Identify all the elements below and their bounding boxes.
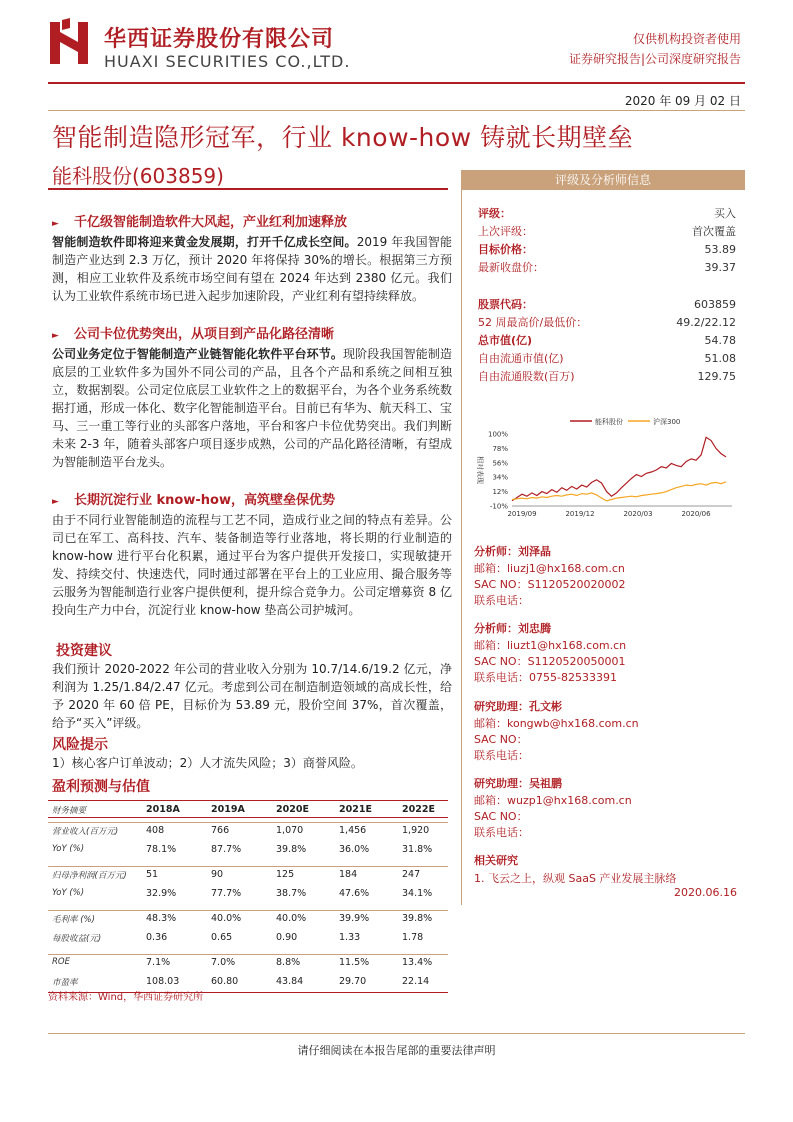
row-label: 毛利率 (%) xyxy=(52,915,95,925)
analyst-email[interactable]: 邮箱：liuzj1@hx168.com.cn xyxy=(474,562,625,575)
info-value: 49.2/22.12 xyxy=(676,316,736,329)
row-label: 每股收益(元) xyxy=(52,934,102,944)
report-title: 智能制造隐形冠军，行业 know-how 铸就长期壁垒 xyxy=(52,123,634,152)
stock-divider xyxy=(48,188,448,190)
info-row xyxy=(478,296,736,314)
table-cell: 184 xyxy=(339,869,358,880)
table-row xyxy=(48,886,448,901)
table-cell: 48.3% xyxy=(146,913,177,924)
date-divider xyxy=(48,110,745,111)
table-cell: 1.33 xyxy=(339,932,361,943)
section-paragraph: 由于不同行业智能制造的流程与工艺不同，造成行业之间的特点有差异。公司已在军工、高科技、汽车、装备制造等行业落地，将长期的行业制造的 know-how 进行平台化积累，通过平台为客户提供开发接口，实现敏捷开发、持续交付、快速迭代，同时通过部署在平台上的工业应用、撮合服务等云服务为智能制造行业客户提供便利，提升综合竞争力。公司定增募资 8 亿投向生产力中台，沉淀行业 know-how 垫高公司护城河。 xyxy=(52,513,452,617)
info-label: 52 周最高价/最低价： xyxy=(478,316,588,329)
report-type: 证券研究报告|公司深度研究报告 xyxy=(568,52,741,66)
table-row xyxy=(48,842,448,857)
table-cell: 7.1% xyxy=(146,957,171,968)
header-divider xyxy=(48,82,745,84)
table-cell: 8.8% xyxy=(276,957,301,968)
table-cell: 108.03 xyxy=(146,976,180,987)
row-label: 营业收入(百万元) xyxy=(52,827,119,837)
year-header: 2019A xyxy=(211,804,245,815)
analyst-title: 研究助理：吴祖鹏 xyxy=(474,777,562,790)
table-cell: 31.8% xyxy=(402,844,433,855)
section-paragraph: 公司业务定位于智能制造产业链智能化软件平台环节。现阶段我国智能制造底层的工业软件多为国外不同公司的产品，且各个产品和系统之间相互独立，数据割裂。公司定位底层工业软件之上的数据平台，为各个业务系统数据打通，形成一体化、数字化智能制造平台。目前已有华为、航天科工、宝马、三一重工等行业的头部客户落地，平台和客户卡位优势突出。我们判断未来 2-3 年，随着头部客户项目逐步成熟，公司的产品化路径清晰，有望成为智能制造平台龙头。 xyxy=(52,347,452,469)
y-tick-label: 100% xyxy=(487,430,508,439)
table-cell: 125 xyxy=(276,869,295,880)
x-tick-label: 2019/09 xyxy=(507,510,537,518)
row-label: ROE xyxy=(52,957,70,967)
table-cell: 1,456 xyxy=(339,825,367,836)
company-name-en: HUAXI SECURITIES CO.,LTD. xyxy=(104,52,351,71)
related-heading: 相关研究 xyxy=(474,854,518,867)
x-tick-label: 2020/03 xyxy=(623,510,653,518)
table-header-row xyxy=(48,800,448,818)
table-cell: 766 xyxy=(211,825,230,836)
table-cell: 78.1% xyxy=(146,844,177,855)
analyst-title: 研究助理：孔文彬 xyxy=(474,700,562,713)
legend-label: 能科股份 xyxy=(595,418,623,426)
table-cell: 39.9% xyxy=(339,913,370,924)
info-label: 上次评级： xyxy=(478,225,533,238)
info-label: 目标价格： xyxy=(478,243,533,256)
table-cell: 247 xyxy=(402,869,421,880)
y-tick-label: 34% xyxy=(492,473,508,482)
table-cell: 40.0% xyxy=(211,913,242,924)
series-line-hs300 xyxy=(512,482,726,501)
table-cell: 40.0% xyxy=(276,913,307,924)
y-tick-label: -10% xyxy=(489,502,508,511)
info-row xyxy=(478,332,736,350)
analyst-detail: 联系电话： xyxy=(474,749,529,762)
section-heading: ► 千亿级智能制造软件大风起，产业红利加速释放 xyxy=(52,214,452,233)
table-cell: 0.36 xyxy=(146,932,168,943)
table-cell: 39.8% xyxy=(402,913,433,924)
table-cell: 29.70 xyxy=(339,976,367,987)
info-value: 买入 xyxy=(714,207,736,220)
table-row xyxy=(48,954,448,969)
table-cell: 32.9% xyxy=(146,888,177,899)
report-date: 2020 年 09 月 02 日 xyxy=(624,94,741,108)
info-value: 54.78 xyxy=(704,334,736,347)
table-cell: 38.7% xyxy=(276,888,307,899)
panel-title: 评级及分析师信息 xyxy=(461,170,745,190)
risk-paragraph: 1）核心客户订单波动；2）人才流失风险；3）商誉风险。 xyxy=(52,756,363,770)
table-header-label: 财务摘要 xyxy=(52,806,87,816)
section-paragraph: 智能制造软件即将迎来黄金发展期，打开千亿成长空间。2019 年我国智能制造产业达到 2.3 万亿，预计 2020 年将保持 30%的增长。根据第三方预测，相应工业软件及系统市场空间有望在 2024 年达到 2380 亿元。我们认为工业软件系统市场已进入起步加速阶段，产业红利有望持续释放。 xyxy=(52,235,452,303)
table-row xyxy=(48,974,448,989)
info-row xyxy=(478,368,736,386)
y-tick-label: 78% xyxy=(492,444,508,453)
analyst-detail: SAC NO： xyxy=(474,733,528,746)
audience-note: 仅供机构投资者使用 xyxy=(632,32,741,46)
table-cell: 22.14 xyxy=(402,976,430,987)
analyst-title: 分析师：刘忠腾 xyxy=(474,622,551,635)
table-cell: 77.7% xyxy=(211,888,242,899)
analyst-email[interactable]: 邮箱：liuzt1@hx168.com.cn xyxy=(474,639,627,652)
info-value: 603859 xyxy=(694,298,736,311)
section-1 xyxy=(52,214,452,305)
section-heading: ► 公司卡位优势突出，从项目到产品化路径清晰 xyxy=(52,326,452,345)
analyst-detail: SAC NO： xyxy=(474,810,528,823)
y-tick-label: 12% xyxy=(492,488,508,497)
year-header: 2020E xyxy=(276,804,309,815)
analyst-email[interactable]: 邮箱：wuzp1@hx168.com.cn xyxy=(474,794,632,807)
row-label: 市盈率 xyxy=(52,978,78,988)
table-cell: 7.0% xyxy=(211,957,236,968)
row-label: YoY (%) xyxy=(52,888,85,898)
year-header: 2021E xyxy=(339,804,372,815)
data-source: 资料来源：Wind，华西证券研究所 xyxy=(48,992,204,1003)
table-cell: 1,070 xyxy=(276,825,304,836)
info-value: 53.89 xyxy=(704,243,736,256)
info-label: 评级： xyxy=(478,207,511,220)
analyst-title: 分析师：刘泽晶 xyxy=(474,545,551,558)
analyst-detail: 联系电话： xyxy=(474,826,529,839)
analyst-detail: 联系电话：0755-82533391 xyxy=(474,671,617,684)
company-name-cn: 华西证券股份有限公司 xyxy=(104,27,335,52)
company-logo xyxy=(48,18,92,68)
table-cell: 87.7% xyxy=(211,844,242,855)
table-row xyxy=(48,910,448,925)
y-axis-label: 相对表现 xyxy=(476,456,484,484)
footer-divider xyxy=(48,1033,745,1034)
table-row xyxy=(48,866,448,881)
table-cell: 0.90 xyxy=(276,932,298,943)
related-item[interactable]: 1. 飞云之上，纵观 SaaS 产业发展主脉络 xyxy=(474,872,677,885)
series-line-nengke xyxy=(512,437,726,501)
risk-section xyxy=(52,736,452,772)
triangle-bullet-icon: ► xyxy=(52,497,59,507)
section-2 xyxy=(52,326,452,471)
invest-section xyxy=(52,642,452,732)
analyst-detail: 联系电话： xyxy=(474,594,529,607)
info-label: 自由流通市值(亿) xyxy=(478,352,564,365)
info-label: 自由流通股数(百万) xyxy=(478,370,575,383)
info-value: 39.37 xyxy=(704,261,736,274)
invest-heading: 投资建议 xyxy=(56,643,112,659)
table-cell: 34.1% xyxy=(402,888,433,899)
related-date: 2020.06.16 xyxy=(674,886,737,899)
info-label: 总市值(亿) xyxy=(478,334,533,347)
info-label: 股票代码： xyxy=(478,298,533,311)
table-row xyxy=(48,930,448,945)
info-row xyxy=(478,314,736,332)
info-row xyxy=(478,223,736,241)
legend-label: 沪深300 xyxy=(653,418,681,426)
analyst-detail: SAC NO：S1120520020002 xyxy=(474,578,626,591)
table-cell: 13.4% xyxy=(402,957,433,968)
risk-heading: 风险提示 xyxy=(52,737,108,753)
table-cell: 47.6% xyxy=(339,888,370,899)
analyst-email[interactable]: 邮箱：kongwb@hx168.com.cn xyxy=(474,717,639,730)
row-label: YoY (%) xyxy=(52,844,85,854)
info-row xyxy=(478,241,736,259)
invest-paragraph: 我们预计 2020-2022 年公司的营业收入分别为 10.7/14.6/19.2 亿元，净利润为 1.25/1.84/2.47 亿元。考虑到公司在制造制造领域的高成长性，给予 2020 年 60 倍 PE，目标价为 53.89 元，股价空间 37%，首次覆盖，给予“买入”评级。 xyxy=(52,662,452,730)
table-cell: 39.8% xyxy=(276,844,307,855)
x-tick-label: 2020/06 xyxy=(681,510,711,518)
table-cell: 60.80 xyxy=(211,976,239,987)
row-label: 归母净利润(百万元) xyxy=(52,871,127,881)
info-value: 129.75 xyxy=(697,370,736,383)
triangle-bullet-icon: ► xyxy=(52,331,59,341)
triangle-bullet-icon: ► xyxy=(52,219,59,229)
table-cell: 408 xyxy=(146,825,165,836)
section-3 xyxy=(52,492,452,619)
section-heading: ► 长期沉淀行业 know-how，高筑壁垒保优势 xyxy=(52,492,452,511)
year-header: 2018A xyxy=(146,804,180,815)
table-cell: 90 xyxy=(211,869,224,880)
info-value: 51.08 xyxy=(704,352,736,365)
table-cell: 11.5% xyxy=(339,957,370,968)
table-cell: 43.84 xyxy=(276,976,304,987)
relative-performance-chart xyxy=(470,412,740,524)
info-row xyxy=(478,259,736,277)
y-tick-label: 56% xyxy=(492,459,508,468)
forecast-heading: 盈利预测与估值 xyxy=(52,779,150,795)
info-value: 首次覆盖 xyxy=(692,225,736,238)
table-cell: 1.78 xyxy=(402,932,424,943)
panel-border xyxy=(461,190,462,905)
table-cell: 36.0% xyxy=(339,844,370,855)
table-cell: 1,920 xyxy=(402,825,430,836)
x-tick-label: 2019/12 xyxy=(565,510,595,518)
info-label: 最新收盘价： xyxy=(478,261,544,274)
footer-note: 请仔细阅读在本报告尾部的重要法律声明 xyxy=(297,1044,496,1057)
table-row xyxy=(48,822,448,837)
analyst-detail: SAC NO：S1120520050001 xyxy=(474,655,626,668)
stock-name: 能科股份(603859) xyxy=(52,164,224,188)
table-cell: 0.65 xyxy=(211,932,233,943)
table-cell: 51 xyxy=(146,869,159,880)
info-row xyxy=(478,350,736,368)
year-header: 2022E xyxy=(402,804,435,815)
info-row xyxy=(478,205,736,223)
